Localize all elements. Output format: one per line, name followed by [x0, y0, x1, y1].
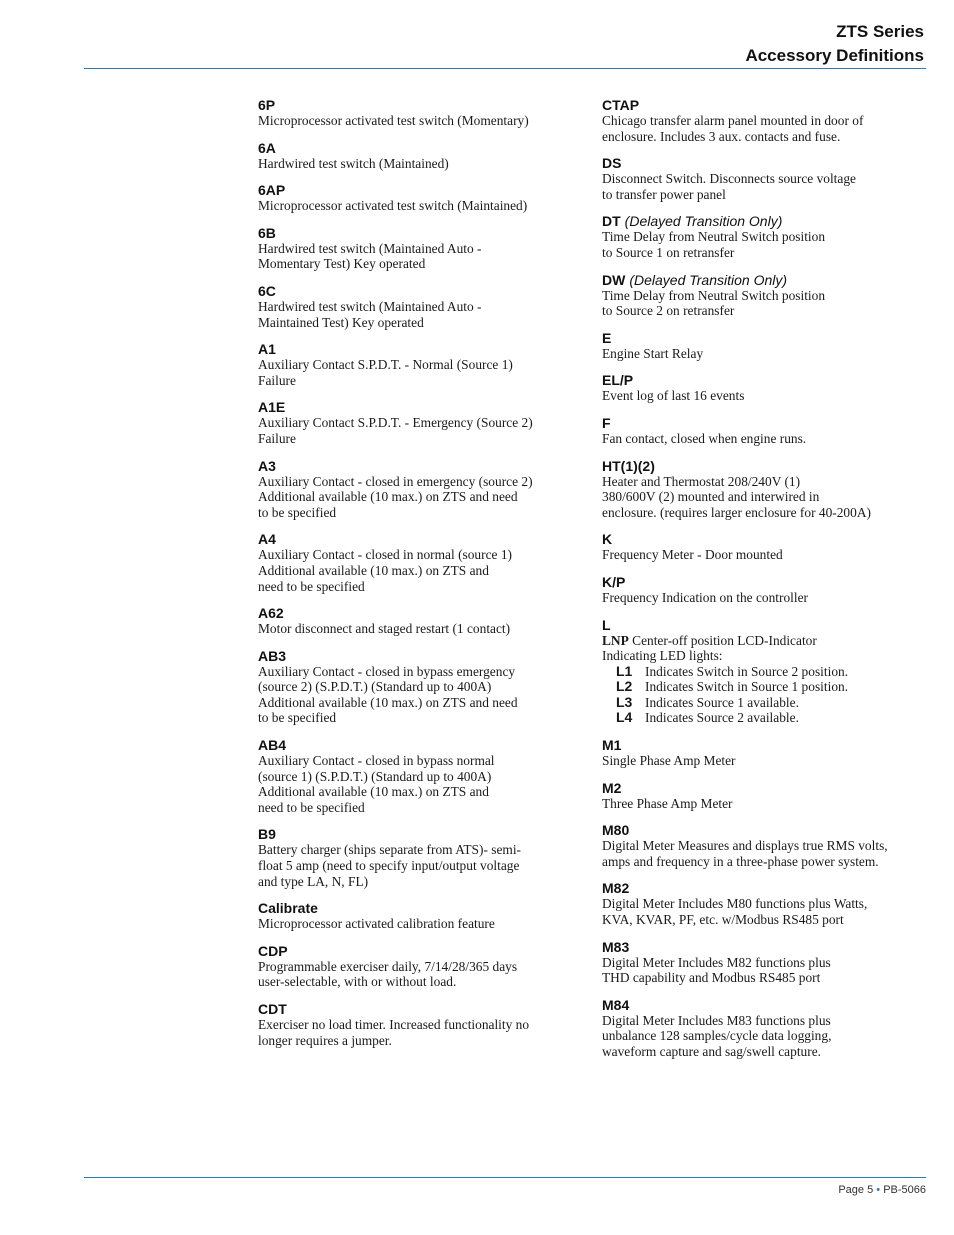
description-line: to be specified [258, 504, 337, 520]
right-column [602, 97, 932, 1071]
definition-entry-6ap [258, 182, 578, 214]
description-line: Digital Meter Includes M83 functions plus [602, 1012, 831, 1028]
description-line: Failure [258, 372, 296, 388]
definition-code [258, 341, 578, 357]
definition-description [602, 590, 932, 606]
description-line: Event log of last 16 events [602, 388, 745, 404]
description-line: Heater and Thermostat 208/240V (1) [602, 473, 801, 489]
definition-entry-cdt [258, 1001, 578, 1048]
definition-entry-a1 [258, 341, 578, 388]
description-line: Digital Meter Includes M80 functions plus Watts, [602, 896, 868, 912]
definition-description [258, 241, 578, 272]
definition-code [258, 1001, 578, 1017]
definition-code [602, 531, 932, 547]
definition-code [258, 900, 578, 916]
description-line: unbalance 128 samples/cycle data logging, [602, 1028, 832, 1044]
definition-code-text: 6C [258, 282, 276, 299]
indicator-light-text: Indicates Switch in Source 1 position. [645, 679, 849, 695]
left-column [258, 97, 578, 1059]
definition-code [602, 780, 932, 796]
description-line: Time Delay from Neutral Switch position [602, 229, 826, 245]
definition-entry-m82 [602, 880, 932, 927]
definition-code-text: B9 [258, 826, 276, 843]
definition-description [602, 474, 932, 521]
definition-entry-a4 [258, 531, 578, 594]
description-line: Auxiliary Contact - closed in bypass emergency [258, 663, 516, 679]
description-line: and type LA, N, FL) [258, 873, 369, 889]
section-title: Accessory Definitions [745, 46, 924, 65]
definition-description [602, 547, 932, 563]
definition-description [602, 229, 932, 260]
indicator-light-row [616, 664, 932, 680]
definition-entry-el-p [602, 372, 932, 404]
header-divider [84, 68, 926, 69]
definition-code [258, 531, 578, 547]
definition-code-text: M84 [602, 996, 630, 1013]
definition-code [602, 458, 932, 474]
lnp-code: LNP [602, 632, 629, 648]
definition-description [258, 156, 578, 172]
description-line: float 5 amp (need to specify input/output voltage [258, 858, 520, 874]
definition-description [602, 431, 932, 447]
definition-code [258, 283, 578, 299]
definition-code-text: A3 [258, 457, 276, 474]
description-line: enclosure. (requires larger enclosure for 40-200A) [602, 504, 871, 520]
definition-entry-6c [258, 283, 578, 330]
definition-description [258, 916, 578, 932]
definition-entry-6a [258, 140, 578, 172]
description-line: Battery charger (ships separate from ATS)- semi- [258, 842, 522, 858]
definition-code [602, 415, 932, 431]
definition-code-text: DW [602, 271, 626, 288]
description-line: Additional available (10 max.) on ZTS and need [258, 694, 518, 710]
description-line: Single Phase Amp Meter [602, 753, 736, 769]
definition-code [258, 737, 578, 753]
description-line: to transfer power panel [602, 186, 726, 202]
definition-entry-k-p [602, 574, 932, 606]
definition-description [258, 299, 578, 330]
definition-description [602, 896, 932, 927]
definition-description [258, 113, 578, 129]
definition-code [602, 574, 932, 590]
definition-code [602, 155, 932, 171]
definition-code [258, 826, 578, 842]
definition-description [258, 547, 578, 594]
description-line: Auxiliary Contact - closed in emergency (source 2) [258, 473, 533, 489]
definition-code-text: K [602, 531, 613, 548]
definition-code [602, 737, 932, 753]
definition-description [258, 842, 578, 889]
description-line: Failure [258, 430, 296, 446]
definition-entry-a3 [258, 458, 578, 521]
definition-code [258, 97, 578, 113]
description-line: Engine Start Relay [602, 345, 704, 361]
definition-code [258, 458, 578, 474]
definition-entry-dt [602, 213, 932, 260]
indicator-light-row [616, 695, 932, 711]
description-line: Microprocessor activated calibration feature [258, 916, 495, 932]
definition-description [258, 753, 578, 815]
description-line: Maintained Test) Key operated [258, 314, 424, 330]
definition-description [258, 198, 578, 214]
definition-description [258, 664, 578, 726]
definition-code-text: A1E [258, 399, 286, 416]
definition-code [258, 943, 578, 959]
definition-entry-m2 [602, 780, 932, 812]
definition-description [602, 288, 932, 319]
definition-description [602, 633, 932, 664]
series-title: ZTS Series [836, 22, 924, 41]
definition-entry-dw [602, 272, 932, 319]
description-line: Auxiliary Contact - closed in bypass normal [258, 753, 495, 769]
indicator-light-text: Indicates Switch in Source 2 position. [645, 663, 849, 679]
definition-code [602, 822, 932, 838]
description-line: Hardwired test switch (Maintained) [258, 155, 449, 171]
description-line: Hardwired test switch (Maintained Auto - [258, 240, 482, 256]
definition-code-text: M80 [602, 822, 630, 839]
description-line: Digital Meter Includes M82 functions plus [602, 954, 831, 970]
definition-code-text: 6AP [258, 182, 286, 199]
definition-code-text: E [602, 329, 612, 346]
page-footer [838, 1184, 926, 1196]
definition-entry-a1e [258, 399, 578, 446]
description-line: Microprocessor activated test switch (Maintained) [258, 198, 528, 214]
description-line: Additional available (10 max.) on ZTS and [258, 784, 489, 800]
definition-code-text: A4 [258, 531, 276, 548]
definition-description [602, 388, 932, 404]
indicator-light-code: L4 [616, 709, 633, 726]
definition-code-text: 6A [258, 139, 276, 156]
definition-code-text: AB4 [258, 737, 287, 754]
description-line: Auxiliary Contact - closed in normal (source 1) [258, 547, 512, 563]
description-line: Hardwired test switch (Maintained Auto - [258, 298, 482, 314]
lnp-text: Center-off position LCD-Indicator [628, 632, 817, 648]
page-number: Page 5 [838, 1184, 874, 1196]
definition-code [602, 880, 932, 896]
definition-code-text: CDT [258, 1001, 287, 1017]
indicator-lights-list [616, 664, 932, 726]
description-line: (source 1) (S.P.D.T.) (Standard up to 400A) [258, 768, 492, 784]
description-line: Programmable exerciser daily, 7/14/28/365 days [258, 958, 518, 974]
lnp-line-2: Indicating LED lights: [602, 648, 723, 664]
definition-code [602, 372, 932, 388]
definition-entry-6p [258, 97, 578, 129]
definition-entry-m83 [602, 939, 932, 986]
description-line: enclosure. Includes 3 aux. contacts and fuse. [602, 128, 841, 144]
description-line: Additional available (10 max.) on ZTS and [258, 562, 489, 578]
definition-entry-ht-1-2- [602, 458, 932, 521]
description-line: waveform capture and sag/swell capture. [602, 1044, 821, 1059]
definition-code-text: EL/P [602, 372, 634, 389]
description-line: Frequency Meter - Door mounted [602, 547, 783, 563]
definition-entry-e [602, 330, 932, 362]
indicator-light-text: Indicates Source 1 available. [645, 694, 799, 710]
definition-description [602, 838, 932, 869]
definition-entry-ab3 [258, 648, 578, 726]
definition-entry-cdp [258, 943, 578, 990]
description-line: Frequency Indication on the controller [602, 589, 808, 605]
description-line: Time Delay from Neutral Switch position [602, 287, 826, 303]
indicator-light-code: L1 [616, 662, 633, 679]
definition-code-text: CDP [258, 942, 288, 959]
definition-code [602, 997, 932, 1013]
indicator-light-text: Indicates Source 2 available. [645, 710, 799, 726]
definition-code-text: 6B [258, 224, 276, 241]
definition-code-text: M82 [602, 880, 630, 897]
definition-code-text: A1 [258, 341, 276, 358]
definition-entry-m80 [602, 822, 932, 869]
definition-description [602, 753, 932, 769]
description-line: Momentary Test) Key operated [258, 256, 426, 272]
definition-code [258, 182, 578, 198]
definition-description [602, 1013, 932, 1060]
description-line: Additional available (10 max.) on ZTS and need [258, 489, 518, 505]
definition-code [258, 225, 578, 241]
description-line: 380/600V (2) mounted and interwired in [602, 489, 820, 505]
description-line: Auxiliary Contact S.P.D.T. - Emergency (Source 2) [258, 415, 533, 431]
definition-entry-L [602, 617, 932, 727]
footer-bullet: • [876, 1184, 881, 1196]
definition-description [602, 113, 932, 144]
definition-description [258, 621, 578, 637]
description-line: to Source 2 on retransfer [602, 303, 735, 319]
definition-entry-k [602, 531, 932, 563]
definition-entry-ds [602, 155, 932, 202]
definition-code-text: CTAP [602, 97, 640, 113]
description-line: need to be specified [258, 799, 365, 815]
description-line: need to be specified [258, 578, 365, 594]
definition-entry-m84 [602, 997, 932, 1060]
description-line: Digital Meter Measures and displays true RMS volts, [602, 838, 888, 854]
footer-divider [84, 1177, 926, 1178]
document-number: PB-5066 [883, 1184, 926, 1196]
description-line: to be specified [258, 710, 337, 726]
description-line: Exerciser no load timer. Increased functionality no [258, 1017, 530, 1032]
definition-code [602, 97, 932, 113]
definition-code-text: DS [602, 155, 622, 172]
definition-entry-ab4 [258, 737, 578, 815]
description-line: Fan contact, closed when engine runs. [602, 430, 807, 446]
description-line: to Source 1 on retransfer [602, 244, 735, 260]
definition-code [602, 330, 932, 346]
description-line: Disconnect Switch. Disconnects source voltage [602, 171, 856, 187]
definition-description [602, 796, 932, 812]
definition-code [258, 140, 578, 156]
definition-note: (Delayed Transition Only) [629, 271, 788, 288]
description-line: Motor disconnect and staged restart (1 contact) [258, 621, 511, 637]
definition-entry-m1 [602, 737, 932, 769]
page-header [745, 20, 924, 68]
indicator-light-code: L3 [616, 693, 633, 710]
definition-entry-f [602, 415, 932, 447]
description-line: amps and frequency in a three-phase power system. [602, 853, 879, 869]
description-line: longer requires a jumper. [258, 1032, 392, 1048]
definition-description [258, 415, 578, 446]
definition-entry-ctap [602, 97, 932, 144]
definition-description [602, 346, 932, 362]
definition-description [258, 959, 578, 990]
definition-code-text: M1 [602, 737, 622, 754]
definition-code-text: Calibrate [258, 900, 318, 917]
definition-entry-calibrate [258, 900, 578, 932]
definition-entry-6b [258, 225, 578, 272]
definition-code-text: AB3 [258, 647, 287, 664]
description-line: Chicago transfer alarm panel mounted in door of [602, 113, 864, 128]
definition-code-text: A62 [258, 605, 284, 622]
indicator-light-row [616, 679, 932, 695]
definition-entry-b9 [258, 826, 578, 889]
definition-entry-a62 [258, 605, 578, 637]
description-line: Microprocessor activated test switch (Momentary) [258, 113, 529, 128]
indicator-light-code: L2 [616, 678, 633, 695]
definition-description [258, 357, 578, 388]
definition-code [258, 399, 578, 415]
indicator-light-row [616, 710, 932, 726]
description-line: Auxiliary Contact S.P.D.T. - Normal (Source 1) [258, 357, 513, 373]
description-line: Three Phase Amp Meter [602, 795, 733, 811]
definition-code-text: DT [602, 213, 621, 230]
description-line: (source 2) (S.P.D.T.) (Standard up to 400A) [258, 679, 492, 695]
description-line: KVA, KVAR, PF, etc. w/Modbus RS485 port [602, 912, 844, 928]
definition-note: (Delayed Transition Only) [624, 213, 783, 230]
definition-code-text: HT(1)(2) [602, 457, 655, 474]
description-line: THD capability and Modbus RS485 port [602, 970, 821, 986]
definition-code [602, 939, 932, 955]
definition-description [258, 474, 578, 521]
definition-code [258, 605, 578, 621]
definition-code-text: M2 [602, 779, 622, 796]
definition-code [602, 213, 932, 229]
definition-code: L [602, 616, 611, 633]
definition-code-text: M83 [602, 938, 630, 955]
definition-code-text: 6P [258, 97, 276, 113]
definition-code-text: F [602, 414, 611, 431]
definition-code-text: K/P [602, 573, 626, 590]
definition-code [258, 648, 578, 664]
definition-description [602, 171, 932, 202]
definition-description [602, 955, 932, 986]
definition-description [258, 1017, 578, 1048]
definition-code [602, 272, 932, 288]
description-line: user-selectable, with or without load. [258, 974, 457, 990]
